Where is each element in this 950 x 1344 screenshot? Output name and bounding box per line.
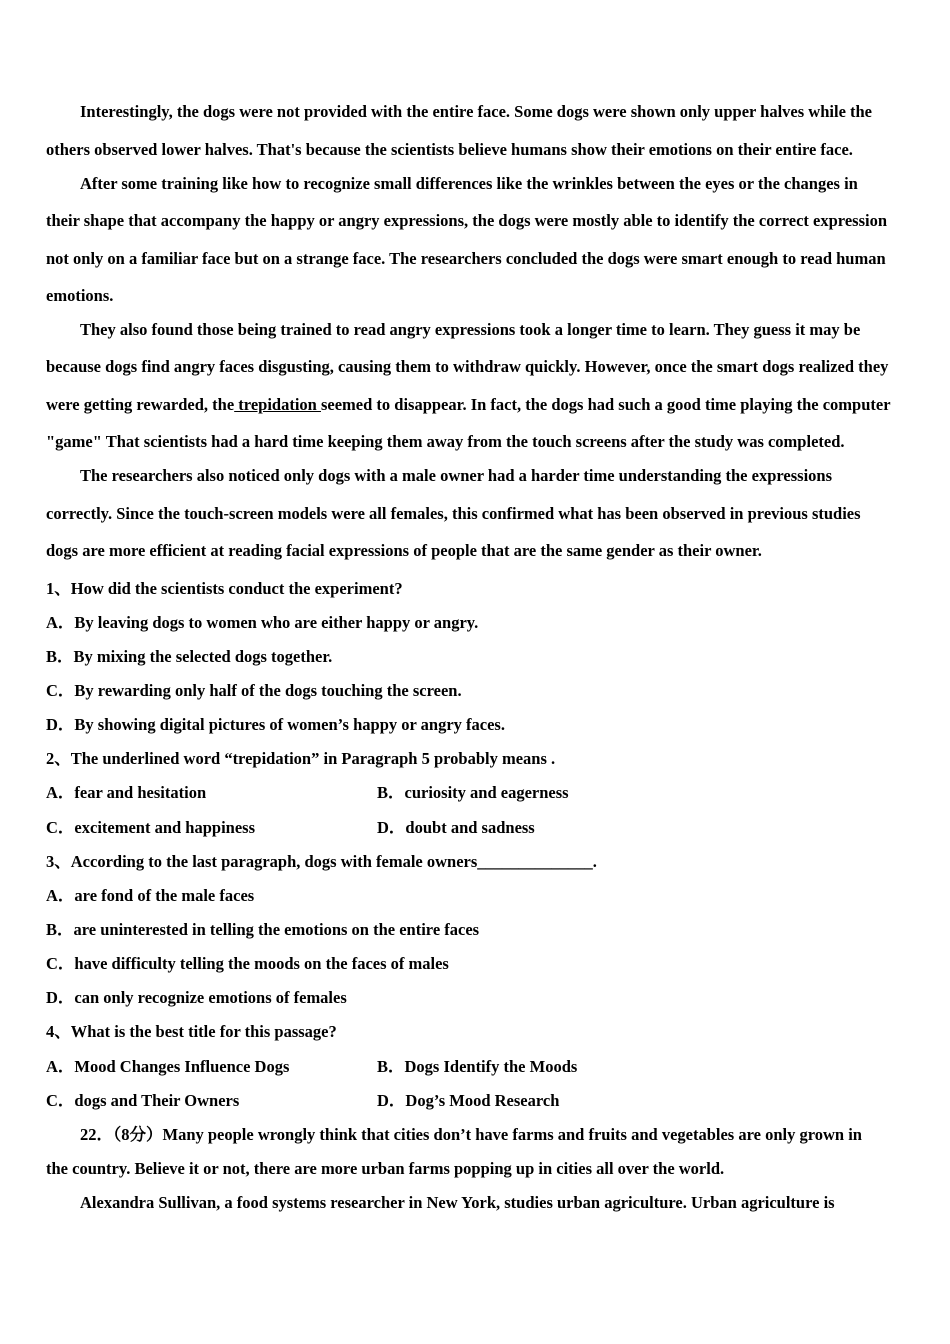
question-stem: 2、The underlined word “trepidation” in Paragraph 5 probably means . bbox=[46, 749, 556, 768]
answer-option: D．By showing digital pictures of women’s happy or angry faces. bbox=[46, 715, 505, 734]
answer-option: B．are uninterested in telling the emotions on the entire faces bbox=[46, 920, 480, 939]
answer-option: C．By rewarding only half of the dogs touching the screen. bbox=[46, 681, 462, 700]
paragraph-line: dogs are more efficient at reading facial expressions of people that are the same gender as their owner. bbox=[46, 541, 762, 560]
answer-option: D．Dog’s Mood Research bbox=[377, 1091, 560, 1110]
text-segment: were getting rewarded, the bbox=[46, 395, 235, 414]
question-stem: 1、How did the scientists conduct the experiment? bbox=[46, 579, 403, 598]
paragraph-line: Interestingly, the dogs were not provided with the entire face. Some dogs were shown only upper halves while the bbox=[80, 102, 873, 121]
paragraph-line bbox=[46, 395, 891, 415]
paragraph-line: They also found those being trained to read angry expressions took a longer time to learn. They guess it may be bbox=[80, 320, 861, 339]
answer-option: A．By leaving dogs to women who are either happy or angry. bbox=[46, 613, 479, 632]
answer-option: A．Mood Changes Influence Dogs bbox=[46, 1057, 290, 1076]
paragraph-line: because dogs find angry faces disgusting, causing them to withdraw quickly. However, once the smart dogs realized they bbox=[46, 357, 889, 376]
underlined-word: trepidation bbox=[234, 395, 321, 414]
paragraph-line: After some training like how to recognize small differences like the wrinkles between the eyes or the changes in bbox=[80, 174, 858, 193]
answer-option: A．are fond of the male faces bbox=[46, 886, 255, 905]
paragraph-line: correctly. Since the touch-screen models were all females, this confirmed what has been observed in previous studies bbox=[46, 504, 861, 523]
answer-option: C．excitement and happiness bbox=[46, 818, 256, 837]
paragraph-line: their shape that accompany the happy or angry expressions, the dogs were mostly able to identify the correct expression bbox=[46, 211, 888, 230]
paragraph-line: emotions. bbox=[46, 286, 114, 305]
answer-option: B．curiosity and eagerness bbox=[377, 783, 569, 802]
paragraph-line: "game" That scientists had a hard time keeping them away from the touch screens after the study was completed. bbox=[46, 432, 845, 451]
answer-option: C．dogs and Their Owners bbox=[46, 1091, 240, 1110]
paragraph-line: Alexandra Sullivan, a food systems researcher in New York, studies urban agriculture. Urban agriculture is bbox=[80, 1193, 835, 1212]
question-stem: 3、According to the last paragraph, dogs with female owners______________. bbox=[46, 852, 597, 871]
paragraph-line: others observed lower halves. That's because the scientists believe humans show their emotions on their entire face. bbox=[46, 140, 853, 159]
question-stem: 4、What is the best title for this passage? bbox=[46, 1022, 337, 1041]
answer-option: D．can only recognize emotions of females bbox=[46, 988, 347, 1007]
paragraph-line: the country. Believe it or not, there are more urban farms popping up in cities all over the world. bbox=[46, 1159, 725, 1178]
paragraph-line: The researchers also noticed only dogs with a male owner had a harder time understanding the expressions bbox=[80, 466, 832, 485]
answer-option: C．have difficulty telling the moods on the faces of males bbox=[46, 954, 449, 973]
paragraph-line: not only on a familiar face but on a strange face. The researchers concluded the dogs were smart enough to read human bbox=[46, 249, 886, 268]
answer-option: B．Dogs Identify the Moods bbox=[377, 1057, 578, 1076]
answer-option: B．By mixing the selected dogs together. bbox=[46, 647, 333, 666]
answer-option: D．doubt and sadness bbox=[377, 818, 535, 837]
text-segment: seemed to disappear. In fact, the dogs had such a good time playing the computer bbox=[320, 395, 891, 414]
answer-option: A．fear and hesitation bbox=[46, 783, 207, 802]
section-intro-line: 22．（8分）Many people wrongly think that cities don’t have farms and fruits and vegetables are only grown in bbox=[80, 1125, 862, 1144]
